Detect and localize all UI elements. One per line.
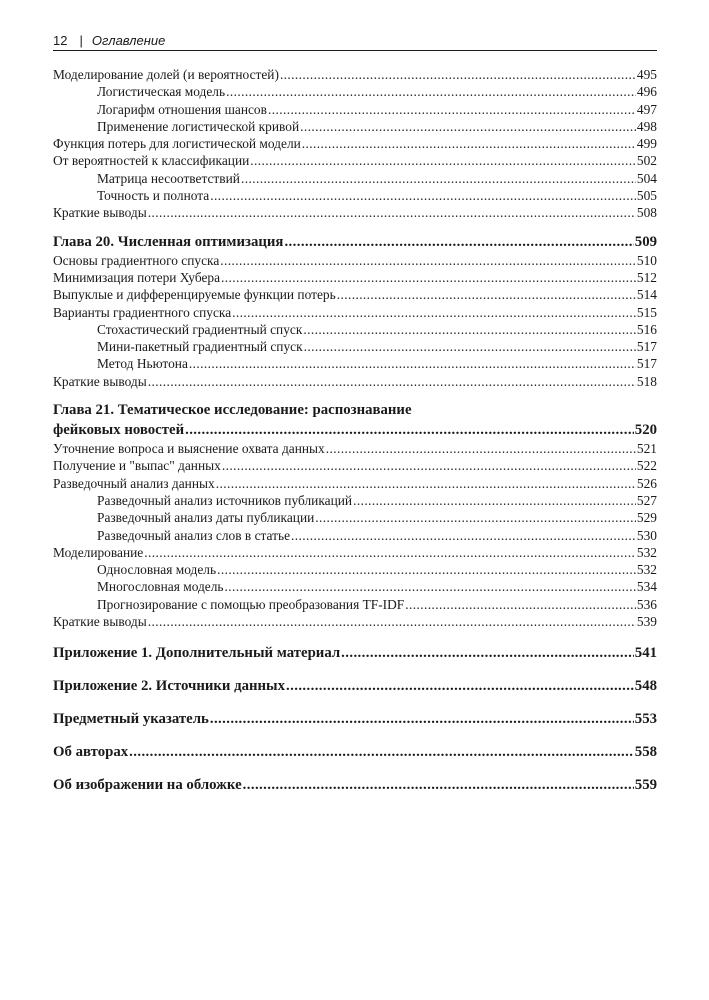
entry-title: Мини-пакетный градиентный спуск [97, 339, 303, 355]
entry-page: 548 [634, 678, 657, 695]
entry-page: 521 [636, 441, 657, 457]
toc-entry[interactable] [53, 373, 657, 390]
chapter-page: 520 [634, 422, 657, 439]
leader-dots [341, 643, 634, 663]
entry-page: 532 [636, 562, 657, 578]
entry-title: Об изображении на обложке [53, 777, 242, 794]
toc-entry[interactable] [53, 775, 657, 795]
entry-title: Краткие выводы [53, 205, 147, 221]
entry-title: Моделирование долей (и вероятностей) [53, 67, 279, 82]
leader-dots [280, 66, 636, 83]
leader-dots [284, 232, 633, 252]
leader-dots [353, 492, 636, 509]
table-of-contents [53, 66, 657, 795]
leader-dots [303, 321, 636, 338]
toc-section-logistic [53, 66, 657, 222]
leader-dots [241, 170, 636, 187]
entry-title: Разведочный анализ даты публикации [97, 510, 315, 526]
entry-page: 539 [636, 614, 657, 630]
toc-section-chapter-21 [53, 440, 657, 630]
entry-title: Логистическая модель [97, 84, 226, 100]
entry-page: 517 [636, 339, 657, 355]
entry-page: 502 [636, 153, 657, 169]
running-header [53, 31, 657, 51]
entry-title: Стохастический градиентный спуск [97, 321, 303, 337]
toc-entry[interactable] [53, 269, 657, 286]
chapter-title-line2: фейковых новостей [53, 422, 185, 439]
header-rule [53, 50, 657, 51]
entry-page: 529 [636, 510, 657, 526]
entry-title: Моделирование [53, 544, 144, 560]
entry-page: 515 [636, 304, 657, 320]
leader-dots [300, 118, 636, 135]
toc-entry[interactable] [53, 676, 657, 696]
toc-entry[interactable] [53, 492, 657, 509]
toc-entry[interactable] [53, 578, 657, 595]
toc-entry[interactable] [53, 527, 657, 544]
entry-page: 508 [636, 205, 657, 221]
entry-title: Точность и полнота [97, 188, 210, 204]
leader-dots [291, 527, 636, 544]
leader-dots [189, 355, 636, 372]
entry-page: 505 [636, 188, 657, 204]
toc-entry[interactable] [53, 561, 657, 578]
toc-entry[interactable] [53, 66, 657, 83]
leader-dots [222, 457, 636, 474]
toc-chapter-21[interactable] [53, 420, 657, 440]
toc-entry[interactable] [53, 135, 657, 152]
entry-page: 512 [636, 269, 657, 285]
leader-dots [315, 509, 636, 526]
entry-title: Получение и "выпас" данных [53, 458, 221, 474]
entry-page: 499 [636, 136, 657, 152]
toc-back-matter [53, 643, 657, 795]
toc-entry[interactable] [53, 321, 657, 338]
leader-dots [225, 578, 636, 595]
entry-title: Краткие выводы [53, 614, 147, 630]
toc-entry[interactable] [53, 118, 657, 135]
toc-entry[interactable] [53, 101, 657, 118]
leader-dots [232, 304, 636, 321]
entry-title: Метод Ньютона [97, 356, 188, 372]
toc-entry[interactable] [53, 83, 657, 100]
entry-title: Приложение 2. Источники данных [53, 678, 286, 695]
leader-dots [221, 269, 636, 286]
entry-page: 498 [636, 118, 657, 134]
leader-dots [337, 286, 636, 303]
leader-dots [185, 420, 634, 440]
entry-page: 516 [636, 321, 657, 337]
entry-title: От вероятностей к классификации [53, 153, 250, 169]
entry-page: 553 [634, 711, 657, 728]
leader-dots [148, 204, 636, 221]
leader-dots [286, 676, 634, 696]
leader-dots [129, 742, 634, 762]
toc-entry[interactable] [53, 204, 657, 221]
leader-dots [268, 101, 636, 118]
entry-page: 559 [634, 777, 657, 794]
entry-title: Предметный указатель [53, 711, 209, 728]
entry-page: 558 [634, 744, 657, 761]
toc-entry[interactable] [53, 742, 657, 762]
leader-dots [144, 544, 636, 561]
leader-dots [243, 775, 634, 795]
page-number: 12 [53, 33, 68, 48]
entry-title: Выпуклые и дифференцируемые функции потерь [53, 287, 336, 303]
entry-title: Разведочный анализ слов в статье [97, 527, 291, 543]
entry-title: Разведочный анализ данных [53, 475, 215, 491]
entry-page: 527 [636, 492, 657, 508]
entry-page: 510 [636, 252, 657, 268]
entry-title: Варианты градиентного спуска [53, 304, 232, 320]
entry-page: 541 [634, 645, 657, 662]
toc-entry[interactable] [53, 509, 657, 526]
entry-title: Многословная модель [97, 579, 224, 595]
entry-page: 497 [636, 101, 657, 117]
toc-entry[interactable] [53, 252, 657, 269]
entry-title: Разведочный анализ источников публикаций [97, 492, 353, 508]
entry-title: Функция потерь для логистической модели [53, 136, 301, 152]
toc-entry[interactable] [53, 709, 657, 729]
leader-dots [220, 252, 636, 269]
leader-dots [148, 613, 636, 630]
entry-page: 495 [636, 67, 657, 82]
toc-entry[interactable] [53, 457, 657, 474]
toc-chapter-20[interactable] [53, 232, 657, 252]
entry-page: 518 [636, 373, 657, 389]
chapter-title: Глава 20. Численная оптимизация [53, 233, 284, 250]
entry-page: 534 [636, 579, 657, 595]
entry-page: 536 [636, 596, 657, 612]
toc-chapter-21-title-line1[interactable]: Глава 21. Тематическое исследование: распознавание [53, 402, 412, 419]
entry-title: Применение логистической кривой [97, 118, 300, 134]
entry-page: 530 [636, 527, 657, 543]
leader-dots [304, 338, 636, 355]
toc-entry[interactable] [53, 475, 657, 492]
toc-entry[interactable] [53, 596, 657, 613]
leader-dots [302, 135, 636, 152]
leader-dots [326, 440, 636, 457]
entry-page: 522 [636, 458, 657, 474]
entry-page: 526 [636, 475, 657, 491]
toc-entry[interactable] [53, 304, 657, 321]
toc-entry[interactable] [53, 286, 657, 303]
toc-entry[interactable] [53, 544, 657, 561]
entry-title: Логарифм отношения шансов [97, 101, 267, 117]
leader-dots [250, 152, 636, 169]
toc-entry[interactable] [53, 440, 657, 457]
toc-entry[interactable] [53, 338, 657, 355]
entry-title: Уточнение вопроса и выяснение охвата данных [53, 441, 325, 457]
entry-title: Приложение 1. Дополнительный материал [53, 645, 341, 662]
toc-entry[interactable] [53, 643, 657, 663]
header-separator: | [79, 33, 83, 48]
toc-entry[interactable] [53, 152, 657, 169]
entry-page: 496 [636, 84, 657, 100]
toc-entry[interactable] [53, 613, 657, 630]
entry-page: 504 [636, 170, 657, 186]
entry-page: 517 [636, 356, 657, 372]
entry-title: Об авторах [53, 744, 129, 761]
leader-dots [216, 475, 636, 492]
entry-title: Прогнозирование с помощью преобразования TF-IDF [97, 596, 405, 612]
leader-dots [210, 709, 634, 729]
toc-section-chapter-20 [53, 252, 657, 390]
entry-title: Основы градиентного спуска [53, 252, 220, 268]
leader-dots [210, 187, 636, 204]
leader-dots [217, 561, 636, 578]
entry-title: Однословная модель [97, 562, 217, 578]
entry-title: Краткие выводы [53, 373, 147, 389]
leader-dots [148, 373, 636, 390]
toc-entry[interactable] [53, 187, 657, 204]
entry-title: Матрица несоответствий [97, 170, 240, 186]
toc-entry[interactable] [53, 170, 657, 187]
toc-entry[interactable] [53, 355, 657, 372]
header-title: Оглавление [91, 33, 166, 48]
leader-dots [226, 83, 636, 100]
chapter-page: 509 [634, 233, 657, 250]
leader-dots [405, 596, 636, 613]
entry-page: 514 [636, 287, 657, 303]
entry-title: Минимизация потери Хубера [53, 269, 221, 285]
entry-page: 532 [636, 544, 657, 560]
